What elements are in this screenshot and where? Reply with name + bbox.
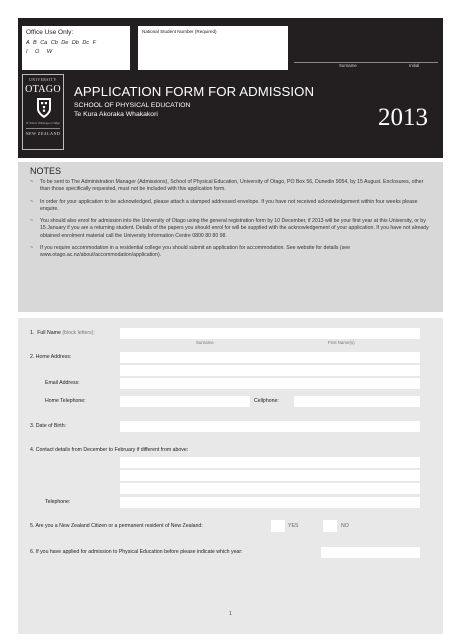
- q1-text: Full Name: [37, 330, 61, 336]
- page-number: 1: [229, 611, 232, 617]
- school-name: SCHOOL OF PHYSICAL EDUCATION: [74, 102, 191, 109]
- home-telephone-field[interactable]: [120, 396, 250, 407]
- note-text: To be sent to The Administration Manager (Admissions), School of Physical Education, University of Otago, PO Box 56, Dunedin 9054, by 15 August. Enclosures, other than those specifically requested, must not be included with this application form.: [40, 179, 424, 193]
- q1-hint: (block letters):: [62, 330, 95, 336]
- q2-label: 2. Home Address:: [30, 354, 72, 360]
- note-text: If you require accommodation in a residential college you should submit an application for accommodation. See website for details (see www.otago.ac.nz/about/accommodation/application).: [40, 245, 350, 259]
- home-address-field-1[interactable]: [120, 352, 420, 363]
- office-codes-row1: A B Ca Cb De Db Dc F: [26, 40, 97, 46]
- telephone-label: Telephone:: [45, 499, 71, 505]
- note-item: ~ To be sent to The Administration Manager (Admissions), School of Physical Education, University of Otago, PO Box 56, Dunedin 9054, by 15 August. Enclosures, other than those specifically requested, must not be included with this application form.: [30, 179, 424, 193]
- note-item: ~ If you require accommodation in a residential college you should submit an application for accommodation. See website for details (see www.otago.ac.nz/about/accommodation/application).: [30, 245, 350, 259]
- cellphone-label: Cellphone:: [254, 398, 279, 404]
- first-name-sublabel: First Name(s): [328, 340, 355, 345]
- office-use-box: [22, 26, 130, 70]
- previous-application-year-field[interactable]: [321, 547, 420, 558]
- note-item: ~ In order for your application to be acknowledged, please attach a stamped addressed envelope. If you have not received acknowledgement within four weeks please enquire.: [30, 198, 418, 212]
- email-field[interactable]: [120, 378, 420, 389]
- nsn-label: National Student Number (Required): [142, 29, 217, 34]
- q3-label: 3. Date of Birth:: [30, 423, 67, 429]
- surname-sublabel: Surname: [196, 340, 214, 345]
- logo-motto: Te Whare Wānanga o Otāgo: [25, 121, 61, 125]
- full-name-field[interactable]: [120, 328, 420, 339]
- logo-otago-text: OTAGO: [25, 84, 61, 95]
- header-surname-area[interactable]: [294, 26, 438, 70]
- yes-checkbox[interactable]: [271, 520, 285, 532]
- no-checkbox[interactable]: [323, 520, 337, 532]
- logo-divider: [26, 128, 60, 129]
- q1-number: 1.: [30, 330, 35, 336]
- q4-label: 4. Contact details from December to February if different from above:: [30, 447, 189, 453]
- header-banner: [18, 18, 443, 158]
- home-telephone-label: Home Telephone:: [45, 398, 86, 404]
- school-maori-name: Te Kura Akoraka Whakakori: [74, 111, 158, 118]
- nsn-field[interactable]: [138, 26, 288, 70]
- q6-label: 6. If you have applied for admission to Physical Education before please indicate which year:: [30, 549, 243, 555]
- no-label: NO: [341, 523, 349, 529]
- crest-icon: [36, 97, 52, 119]
- email-label: Email Address:: [45, 380, 80, 386]
- application-form: [18, 318, 443, 634]
- notes-panel: [18, 162, 443, 312]
- contact-address-field-1[interactable]: [120, 457, 420, 468]
- university-logo: [22, 74, 64, 150]
- office-use-title: Office Use Only:: [26, 29, 74, 36]
- note-text: In order for your application to be acknowledged, please attach a stamped addressed envelope. If you have not received acknowledgement within four weeks please enquire.: [40, 198, 418, 212]
- form-year: 2013: [378, 104, 428, 131]
- home-address-field-2[interactable]: [120, 365, 420, 376]
- cellphone-field[interactable]: [294, 396, 420, 407]
- header-surname-label: Surname: [339, 63, 357, 68]
- logo-university-text: UNIVERSITY: [29, 78, 57, 82]
- note-text: You should also enrol for admission into the University of Otago using the general registration form by 10 December, if 2013 will be your first year at this University, or by 15 January if you are a returning student. Details of the papers you should enrol for will be supplied with the acknowledgement of your application. If you have not already obtained enrolment material call the University Information Centre 0800 80 80 98.: [40, 218, 429, 239]
- contact-telephone-field[interactable]: [120, 497, 420, 508]
- yes-label: YES: [288, 523, 299, 529]
- note-item: ~ You should also enrol for admission into the University of Otago using the general registration form by 10 December, if 2013 will be your first year at this University, or by 15 January if you are a returning student. Details of the papers you should enrol for will be supplied with the acknowledgement of your application. If you have not already obtained enrolment material call the University Information Centre 0800 80 80 98.: [30, 218, 429, 239]
- page-title: APPLICATION FORM FOR ADMISSION: [74, 84, 315, 99]
- q5-label: 5. Are you a New Zealand Citizen or a permanent resident of New Zealand:: [30, 523, 203, 529]
- office-codes-row2: I O W: [26, 49, 53, 55]
- q1-label: [30, 330, 95, 336]
- header-initial-label: Initial: [409, 63, 420, 68]
- contact-address-field-3[interactable]: [120, 483, 420, 494]
- logo-country: NEW ZEALAND: [25, 131, 61, 136]
- notes-title: NOTES: [30, 166, 62, 176]
- contact-address-field-2[interactable]: [120, 470, 420, 481]
- date-of-birth-field[interactable]: [120, 421, 420, 432]
